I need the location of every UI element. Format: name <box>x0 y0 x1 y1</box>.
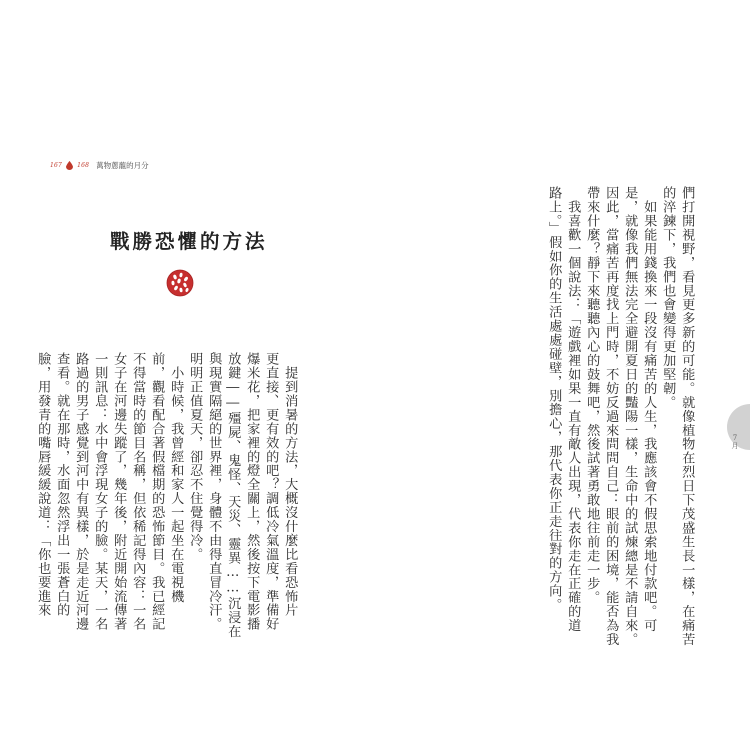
left-text-line: 與現實隔絕的世界裡，身體不由得直冒冷汗。 <box>206 352 222 631</box>
running-header <box>50 159 149 171</box>
left-text-line: 前，觀看配合著假檔期的恐怖節目。我已經記 <box>149 352 165 631</box>
right-text-line: 如果能用錢換來一段沒有痛苦的人生，我應該會不假思索地付款吧。可 <box>641 186 657 633</box>
left-text-line: 小時候，我曾經和家人一起坐在電視機 <box>168 352 184 604</box>
month-label: 7月 <box>731 434 739 449</box>
left-text-line: 放鍵――殭屍、鬼怪、天災、靈異……沉浸在 <box>225 352 241 639</box>
book-section-title: 萬物蔥蘢的月分 <box>96 160 149 170</box>
left-text-line: 路過的男子感覺到河中有異樣，於是走近河邊 <box>73 352 89 631</box>
red-drop-icon <box>66 161 73 170</box>
left-text-line: 女子在河邊失蹤了，幾年後，附近開始流傳著 <box>111 352 127 631</box>
left-text-line: 一則訊息：水中會浮現女子的臉。某天，一名 <box>92 352 108 631</box>
left-text-line: 查看。就在那時，水面忽然浮出一張蒼白的 <box>54 352 70 618</box>
right-text-line: 路上。」假如你的生活處處碰壁，別擔心，那代表你正走往對的方向。 <box>546 186 562 612</box>
right-text-line: 因此，當痛苦再度找上門時，不妨反過來問問自己：眼前的困境，能否為我 <box>603 186 619 647</box>
watermelon-seed-ornament-icon <box>166 269 194 297</box>
page-number-right: 168 <box>77 161 90 169</box>
right-text-line: 我喜歡一個說法：「遊戲裡如果一直有敵人出現，代表你走在正確的道 <box>565 186 581 633</box>
right-text-line: 是，就像我們無法完全避開夏日的豔陽一樣，生命中的試煉總是不請自來。 <box>622 186 638 647</box>
right-text-line: 帶來什麼？靜下來聽聽內心的鼓舞吧，然後試著勇敢地往前走一步。 <box>584 186 600 605</box>
left-text-line: 提到消暑的方法，大概沒什麼比看恐怖片 <box>282 352 298 618</box>
left-text-line: 更直接、更有效的吧？調低冷氣溫度，準備好 <box>263 352 279 631</box>
left-text-line: 不得當時的節目名稱，但依稀記得內容：一名 <box>130 352 146 631</box>
left-text-line: 爆米花，把家裡的燈全關上，然後按下電影播 <box>244 352 260 631</box>
right-text-line: 們打開視野，看見更多新的可能。就像植物在烈日下茂盛生長一樣，在痛苦 <box>679 186 695 647</box>
left-text-line: 明明正值夏天，卻忍不住覺得冷。 <box>187 352 203 562</box>
chapter-title: 戰勝恐懼的方法 <box>110 230 268 253</box>
right-text-line: 的淬鍊下，我們也會變得更加堅韌。 <box>660 186 676 410</box>
page-number-left: 167 <box>50 161 63 169</box>
left-text-line: 臉，用發青的嘴唇緩緩說道：「你也要進來 <box>35 352 51 618</box>
